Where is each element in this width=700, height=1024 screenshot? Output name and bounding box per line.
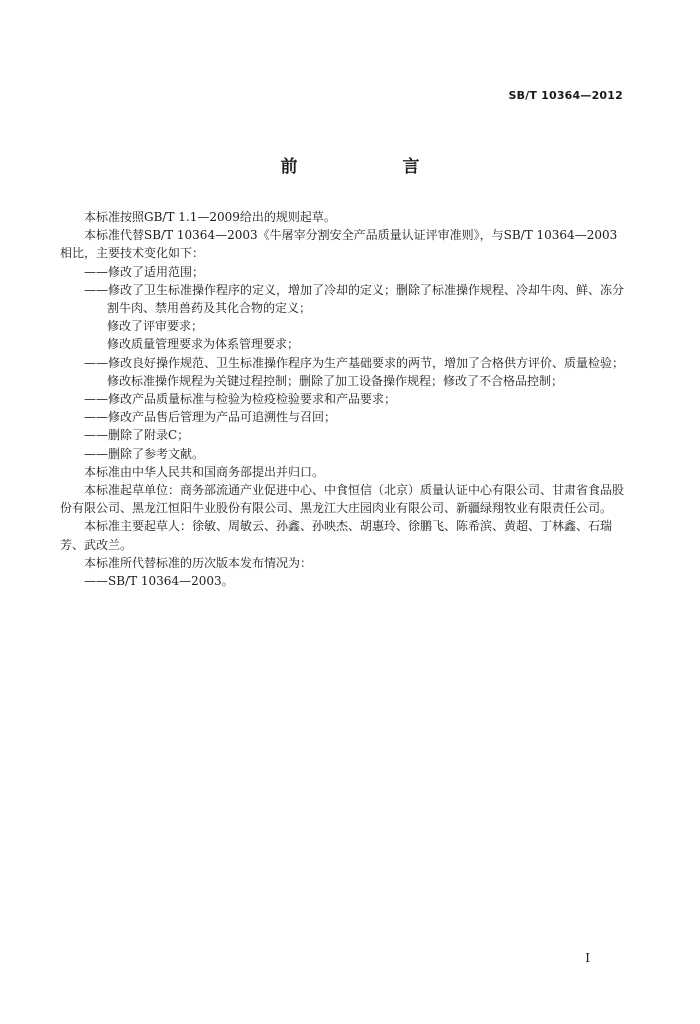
page-number: I [585, 951, 590, 965]
change-item: ——修改产品质量标准与检验为检疫检验要求和产品要求； [84, 392, 397, 407]
change-item: ——修改产品售后管理为产品可追溯性与召回； [84, 410, 337, 425]
page-title: 前 言 [280, 157, 464, 177]
change-item-continuation: 修改标准操作规程为关键过程控制；删除了加工设备操作规程；修改了不合格品控制； [107, 373, 564, 388]
change-item-continuation: 修改了评审要求； [107, 319, 204, 334]
change-item: ——删除了参考文献。 [84, 446, 205, 461]
paragraph-drafting-rules: 本标准按照GB/T 1.1—2009给出的规则起草。 [84, 210, 336, 224]
paragraph-drafters: 本标准主要起草人：徐敏、周敏云、孙鑫、孙映杰、胡惠玲、徐鹏飞、陈希滨、黄超、丁林鑫、石瑞芳、武改兰。 [60, 519, 613, 552]
paragraph-history: 本标准所代替标准的历次版本发布情况为： [84, 555, 313, 570]
change-item-continuation: 修改质量管理要求为体系管理要求； [107, 337, 300, 352]
paragraph-proposer: 本标准由中华人民共和国商务部提出并归口。 [84, 464, 325, 479]
paragraph-replacement: 本标准代替SB/T 10364—2003《牛屠宰分割安全产品质量认证评审准则》，与SB/T 10364—2003相比，主要技术变化如下： [60, 228, 618, 261]
standard-code: SB/T 10364—2012 [508, 89, 623, 102]
change-item: ——删除了附录C； [84, 428, 190, 443]
change-item: ——修改良好操作规范、卫生标准操作程序为生产基础要求的两节，增加了合格供方评价、质量检验； [84, 355, 625, 370]
document-body [60, 208, 628, 590]
history-item: ——SB/T 10364—2003。 [84, 574, 234, 589]
change-item: ——修改了卫生标准操作程序的定义，增加了冷却的定义；删除了标准操作规程、冷却牛肉、鲜、冻分割牛肉、禁用兽药及其化合物的定义； [84, 282, 625, 316]
change-item: ——修改了适用范围； [84, 264, 205, 279]
paragraph-drafting-units: 本标准起草单位：商务部流通产业促进中心、中食恒信（北京）质量认证中心有限公司、甘肃省食品股份有限公司、黑龙江恒阳牛业股份有限公司、黑龙江大庄园肉业有限公司、新疆绿翔牧业有限责任公司。 [60, 483, 625, 516]
